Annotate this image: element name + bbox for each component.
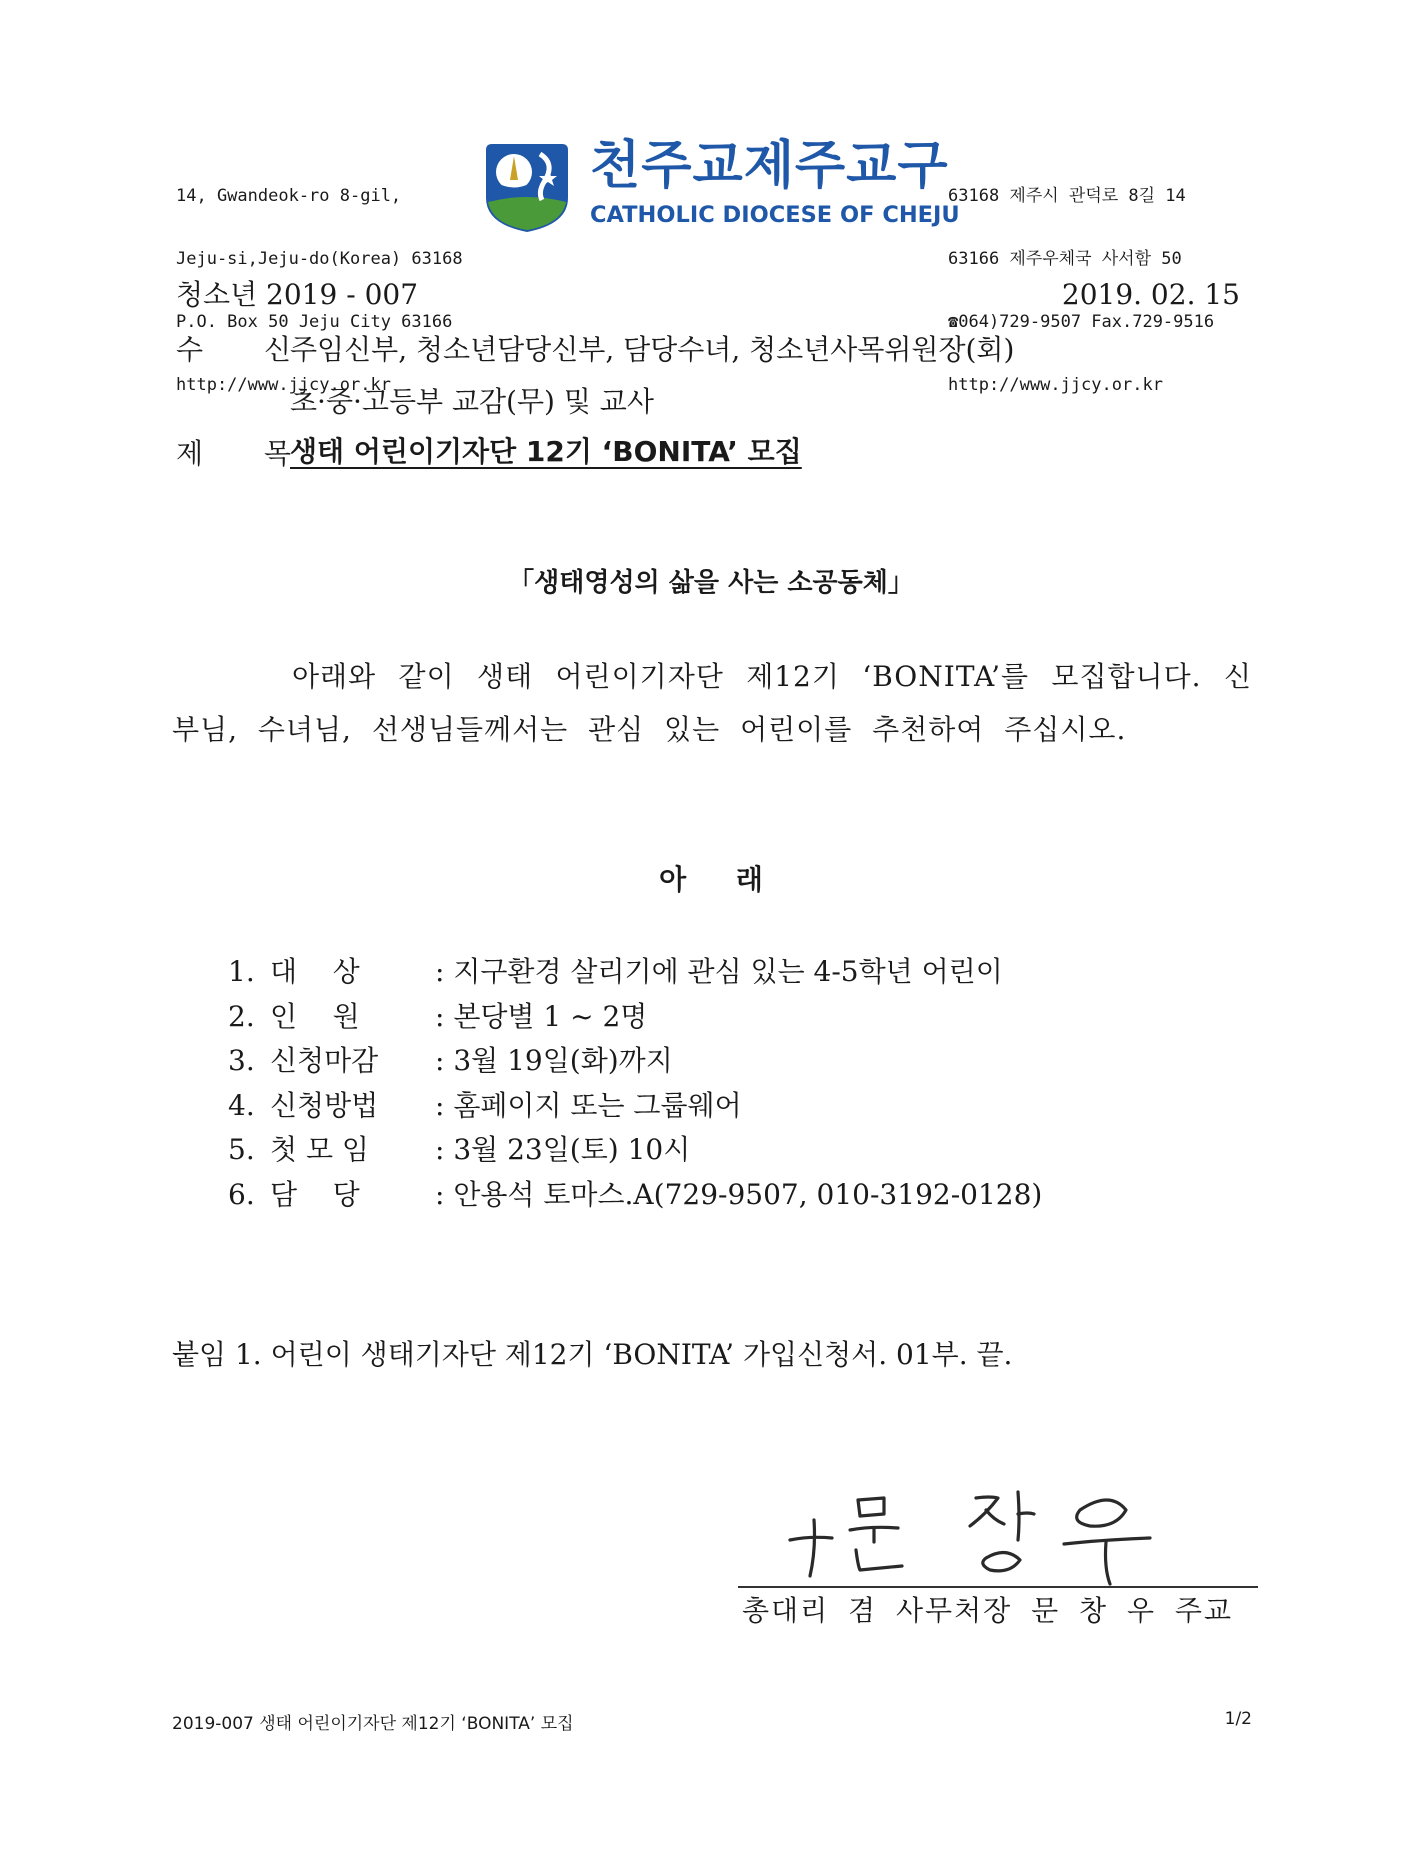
subject-label: 제 목	[176, 437, 317, 470]
item-value: : 3월 23일(토) 10시	[435, 1133, 691, 1166]
address-en-url: http://www.jjcy.or.kr	[176, 375, 391, 395]
address-en-line: 14, Gwandeok-ro 8-gil,	[176, 186, 402, 206]
signer-name: 총대리 겸 사무처장 문 창 우 주교	[742, 1594, 1234, 1627]
item-number: 4.	[228, 1088, 255, 1122]
item-value: : 홈페이지 또는 그룹웨어	[435, 1088, 742, 1122]
address-ko-line: 63166 제주우체국 사서함 50	[948, 249, 1182, 269]
item-label: 첫 모 임	[270, 1133, 369, 1166]
item-number: 5.	[228, 1133, 255, 1166]
address-en-line: P.O. Box 50 Jeju City 63166	[176, 312, 453, 332]
item-label: 인 원	[270, 999, 360, 1033]
item-number: 3.	[228, 1044, 255, 1077]
contact-phone: ☎064)729-9507 Fax.729-9516	[948, 312, 1215, 332]
list-item	[228, 1128, 1042, 1173]
item-label: 신청방법	[270, 1088, 379, 1122]
item-value: : 3월 19일(화)까지	[435, 1044, 673, 1077]
document-date: 2019. 02. 15	[1061, 278, 1240, 311]
org-name-korean: 천주교제주교구	[590, 136, 949, 196]
address-ko-line: 63168 제주시 관덕로 8길 14	[948, 186, 1186, 206]
attachment-line: 붙임 1. 어린이 생태기자단 제12기 ‘BONITA’ 가입신청서. 01부. 끝.	[172, 1338, 1013, 1371]
body-paragraph: 아래와 같이 생태 어린이기자단 제12기 ‘BONITA’를 모집합니다. 신부님, 수녀님, 선생님들께서는 관심 있는 어린이를 추천하여 주십시오.	[172, 660, 1252, 746]
item-value: : 안용석 토마스.A(729-9507, 010-3192-0128)	[435, 1177, 1043, 1211]
item-value: : 본당별 1 ~ 2명	[435, 999, 648, 1033]
list-item	[228, 950, 1042, 995]
org-name-english: CATHOLIC DIOCESE OF CHEJU	[590, 202, 960, 228]
item-number: 6.	[228, 1177, 255, 1211]
page-number: 1/2	[1224, 1709, 1252, 1729]
list-item	[228, 995, 1042, 1040]
footer-title: 2019-007 생태 어린이기자단 제12기 ‘BONITA’ 모집	[172, 1714, 574, 1734]
motto: 「생태영성의 삶을 사는 소공동체」	[508, 568, 914, 598]
handwritten-signature	[780, 1470, 1180, 1590]
below-heading: 아 래	[659, 863, 763, 896]
address-ko-url: http://www.jjcy.or.kr	[948, 375, 1163, 395]
recipient-label: 수 신	[176, 333, 317, 366]
item-label: 대 상	[270, 955, 360, 988]
detail-list	[228, 950, 1042, 1217]
address-en-line: Jeju-si,Jeju-do(Korea) 63168	[176, 249, 463, 269]
item-label: 신청마감	[270, 1044, 379, 1077]
list-item	[228, 1084, 1042, 1129]
item-value: : 지구환경 살리기에 관심 있는 4-5학년 어린이	[435, 955, 1003, 988]
recipient-line-1: 주임신부, 청소년담당신부, 담당수녀, 청소년사목위원장(회)	[290, 333, 1015, 366]
item-label: 담 당	[270, 1177, 360, 1211]
document-number: 청소년 2019 - 007	[176, 278, 419, 311]
list-item	[228, 1039, 1042, 1084]
list-item	[228, 1173, 1042, 1218]
signature-rule	[738, 1586, 1258, 1588]
item-number: 2.	[228, 999, 255, 1033]
diocese-emblem-icon	[482, 140, 572, 234]
subject-title: 생태 어린이기자단 12기 ‘BONITA’ 모집	[290, 435, 802, 468]
item-number: 1.	[228, 955, 255, 988]
recipient-line-2: 초·중·고등부 교감(무) 및 교사	[290, 385, 654, 418]
